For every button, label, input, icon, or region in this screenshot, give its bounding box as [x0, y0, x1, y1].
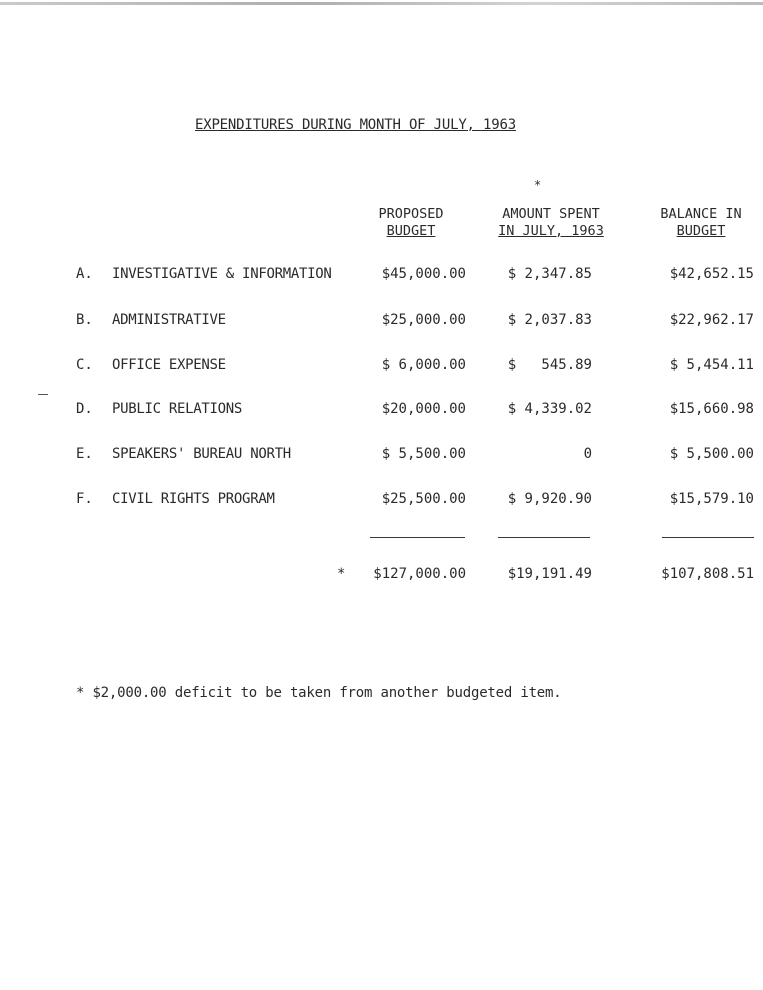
row-letter: D.: [76, 401, 93, 417]
column-header-spent-line1: AMOUNT SPENT: [502, 206, 600, 222]
row-label: CIVIL RIGHTS PROGRAM: [112, 491, 275, 507]
table-row: [0, 491, 763, 511]
row-spent: 0: [583, 446, 592, 462]
column-header-balance-line1: BALANCE IN: [660, 206, 742, 222]
table-row: [0, 446, 763, 466]
column-header-proposed: [374, 206, 448, 240]
column-header-proposed-line2: BUDGET: [386, 223, 436, 239]
row-proposed: $45,000.00: [381, 266, 466, 282]
row-proposed: $ 6,000.00: [381, 357, 466, 373]
row-proposed: $25,500.00: [381, 491, 466, 507]
total-rule-spent: [498, 537, 590, 538]
total-balance: $107,808.51: [661, 566, 754, 582]
row-label: OFFICE EXPENSE: [112, 357, 226, 373]
row-proposed: $25,000.00: [381, 312, 466, 328]
row-label: ADMINISTRATIVE: [112, 312, 226, 328]
page-title: EXPENDITURES DURING MONTH OF JULY, 1963: [195, 117, 516, 133]
top-edge-rule: [0, 2, 763, 5]
table-row: [0, 312, 763, 332]
row-label: INVESTIGATIVE & INFORMATION: [112, 266, 332, 282]
row-letter: F.: [76, 491, 93, 507]
column-asterisk-marker: *: [534, 178, 542, 192]
row-spent: $ 2,037.83: [507, 312, 592, 328]
column-header-balance-line2: BUDGET: [676, 223, 726, 239]
row-letter: C.: [76, 357, 93, 373]
total-spent: $19,191.49: [507, 566, 592, 582]
row-balance: $15,660.98: [669, 401, 754, 417]
margin-tick-mark: [38, 394, 48, 395]
row-letter: E.: [76, 446, 93, 462]
row-spent: $ 4,339.02: [507, 401, 592, 417]
column-header-balance: [651, 206, 751, 240]
row-spent: $ 9,920.90: [507, 491, 592, 507]
row-proposed: $20,000.00: [381, 401, 466, 417]
column-header-proposed-line1: PROPOSED: [378, 206, 444, 222]
row-balance: $42,652.15: [669, 266, 754, 282]
row-balance: $15,579.10: [669, 491, 754, 507]
footnote: * $2,000.00 deficit to be taken from another budgeted item.: [76, 685, 562, 701]
totals-asterisk: *: [337, 566, 346, 582]
table-row: [0, 401, 763, 421]
row-spent: $ 545.89: [507, 357, 592, 373]
total-rule-proposed: [370, 537, 465, 538]
row-spent: $ 2,347.85: [507, 266, 592, 282]
table-row: [0, 266, 763, 286]
total-rule-balance: [662, 537, 754, 538]
row-label: SPEAKERS' BUREAU NORTH: [112, 446, 291, 462]
total-proposed: $127,000.00: [373, 566, 466, 582]
row-balance: $ 5,500.00: [669, 446, 754, 462]
row-letter: A.: [76, 266, 93, 282]
totals-row: [0, 566, 763, 586]
row-proposed: $ 5,500.00: [381, 446, 466, 462]
row-balance: $ 5,454.11: [669, 357, 754, 373]
table-row: [0, 357, 763, 377]
row-label: PUBLIC RELATIONS: [112, 401, 243, 417]
column-header-spent: [489, 206, 613, 240]
row-letter: B.: [76, 312, 93, 328]
column-header-spent-line2: IN JULY, 1963: [498, 223, 604, 239]
row-balance: $22,962.17: [669, 312, 754, 328]
